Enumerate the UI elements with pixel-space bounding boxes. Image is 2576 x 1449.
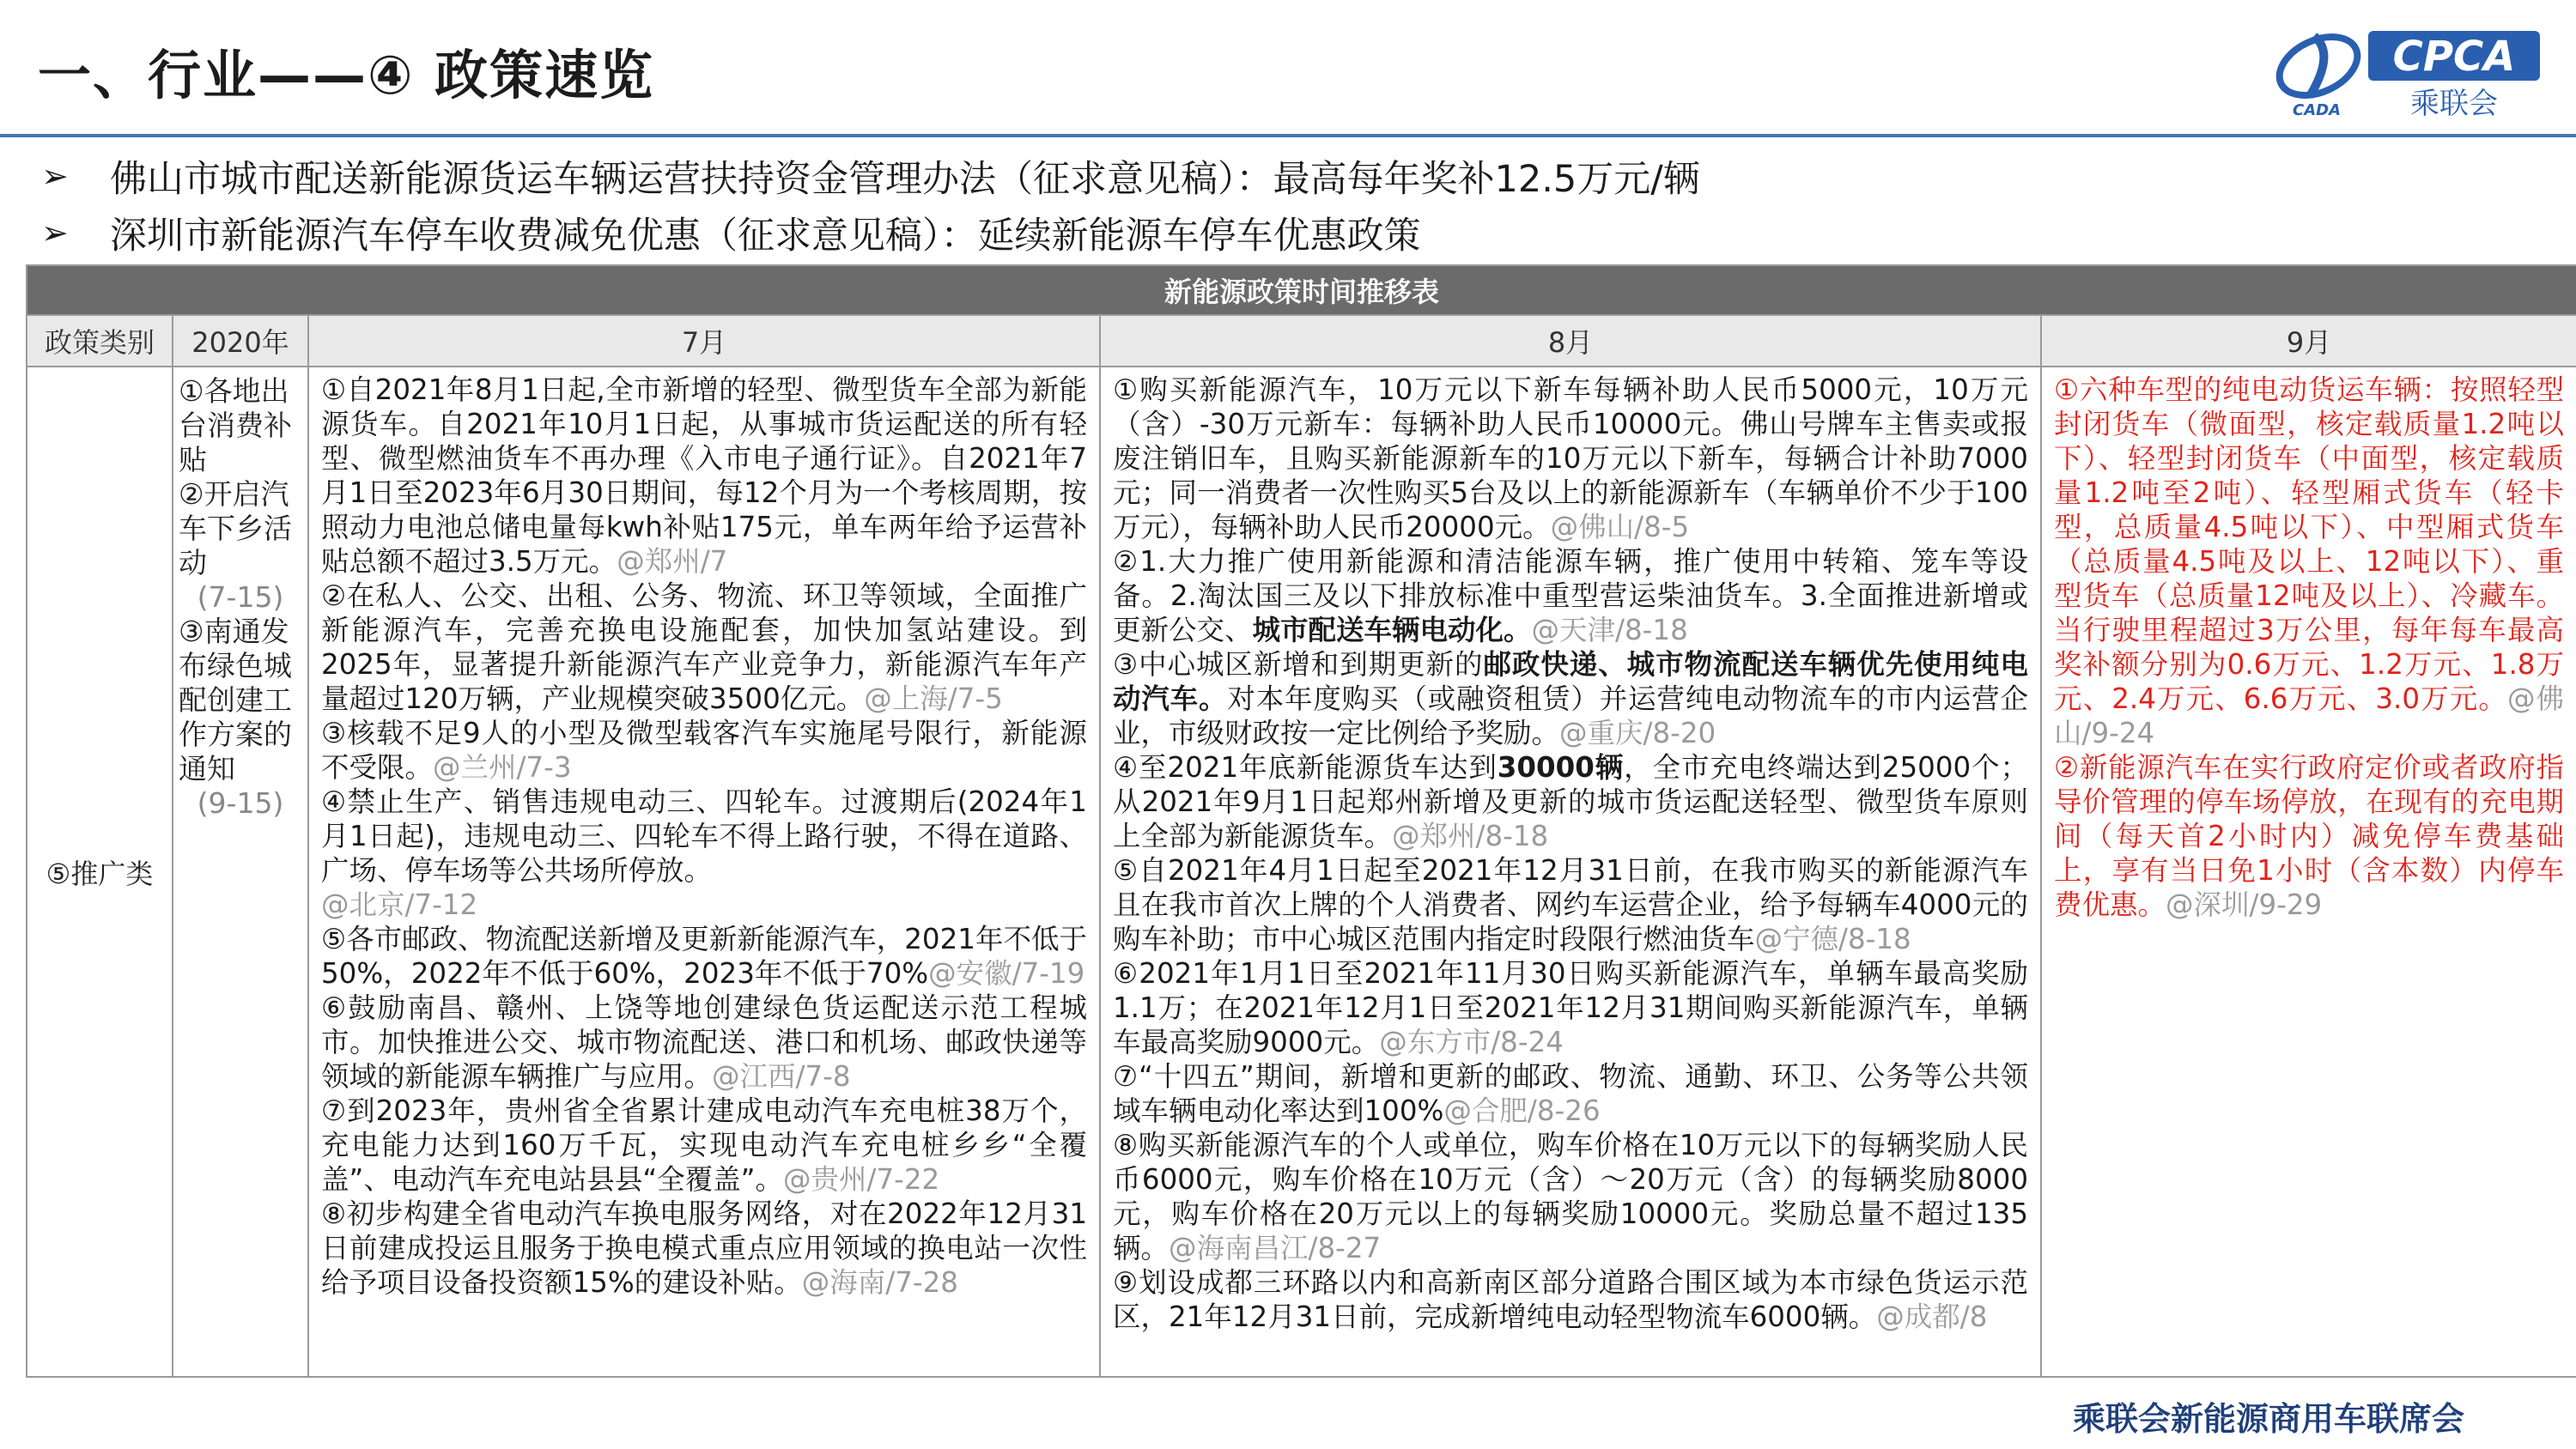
summary-bullet (41, 204, 2531, 261)
item-date: (7-15) (197, 580, 284, 614)
policy-item: ⑥2021年1月1日至2021年11月30日购买新能源汽车，单辆车最高奖励1.1万；在2021年12月1日至2021年12月31期间购买新能源汽车，单辆车最高奖励9000元。@东方市/8-24 (1113, 957, 2028, 1058)
source-tag: @海南昌江/8-27 (1169, 1232, 1382, 1264)
column-header: 政策类别 (27, 315, 173, 367)
policy-item: ③核载不足9人的小型及微型载客汽车实施尾号限行，新能源不受限。@兰州/7-3 (321, 717, 1087, 784)
title-divider (0, 134, 2576, 137)
column-header: 2020年 (173, 315, 308, 367)
column-header: 7月 (308, 315, 1100, 367)
bullet-text: 佛山市城市配送新能源货运车辆运营扶持资金管理办法（征求意见稿）：最高每年奖补12.5万元/辆 (110, 157, 1700, 201)
source-tag: @宁德/8-18 (1754, 923, 1911, 955)
source-tag: @佛山/9-24 (2054, 682, 2565, 749)
source-tag: @北京/7-12 (321, 888, 478, 921)
source-tag: @江西/7-8 (712, 1060, 851, 1093)
policy-item: ②在私人、公交、出租、公务、物流、环卫等领域，全面推广新能源汽车，完善充换电设施配套，加快加氢站建设。到2025年，显著提升新能源汽车产业竞争力，新能源汽车年产量超过120万辆，产业规模突破3500亿元。@上海/7-5 (321, 579, 1087, 715)
policy-item: ⑧初步构建全省电动汽车换电服务网络，对在2022年12月31日前建成投运且服务于换电模式重点应用领域的换电站一次性给予项目设备投资额15%的建设补贴。@海南/7-28 (321, 1197, 1087, 1299)
policy-item: ②1.大力推广使用新能源和清洁能源车辆，推广使用中转箱、笼车等设备。2.淘汰国三及以下排放标准中重型营运柴油货车。3.全面推进新增或更新公交、城市配送车辆电动化。@天津/8-18 (1113, 545, 2028, 646)
source-tag: @重庆/8-20 (1559, 717, 1716, 749)
source-tag: @天津/8-18 (1531, 614, 1688, 646)
column-header: 9月 (2041, 315, 2576, 367)
policy-category: ⑤推广类 (27, 367, 173, 1377)
source-tag: @东方市/8-24 (1379, 1026, 1564, 1058)
policy-item: ③中心城区新增和到期更新的邮政快递、城市物流配送车辆优先使用纯电动汽车。对本年度购买（或融资租赁）并运营纯电动物流车的市内运营企业，市级财政按一定比例给予奖励。@重庆/8-20 (1113, 648, 2028, 749)
policy-item: ⑨划设成都三环路以内和高新南区部分道路合围区域为本市绿色货运示范区，21年12月31日前，完成新增纯电动轻型物流车6000辆。@成都/8 (1113, 1266, 2028, 1333)
source-tag: @上海/7-5 (864, 682, 1003, 715)
policy-timeline-table (26, 264, 2576, 1378)
source-tag: @郑州/7 (617, 545, 728, 578)
item-date: (9-15) (197, 786, 284, 820)
policy-item: ②新能源汽车在实行政府定价或者政府指导价管理的停车场停放，在现有的充电期间（每天首2小时内）减免停车费基础上，享有当日免1小时（含本数）内停车费优惠。@深圳/9-29 (2054, 751, 2565, 921)
policy-item: ⑤各市邮政、物流配送新增及更新新能源汽车，2021年不低于50%，2022年不低于60%，2023年不低于70%@安徽/7-19 (321, 923, 1087, 990)
summary-bullet (41, 148, 2531, 204)
logo-brand-text: CPCA (2392, 33, 2516, 81)
policy-item: ⑧购买新能源汽车的个人或单位，购车价格在10万元以下的每辆奖励人民币6000元，购车价格在10万元（含）～20万元（含）的每辆奖励8000元，购车价格在20万元以上的每辆奖励10000元。奖励总量不超过135辆。@海南昌江/8-27 (1113, 1129, 2028, 1264)
summary-bullets (41, 148, 2531, 261)
source-tag: @海南/7-28 (801, 1266, 958, 1299)
page-title: 一、行业——④ 政策速览 (38, 44, 655, 106)
bullet-text: 深圳市新能源汽车停车收费减免优惠（征求意见稿）：延续新能源车停车优惠政策 (110, 214, 1421, 258)
cell-september (2041, 367, 2576, 1377)
source-tag: @合肥/8-26 (1443, 1094, 1601, 1127)
source-tag: @成都/8 (1876, 1300, 1988, 1333)
policy-item: ⑤自2021年4月1日起至2021年12月31日前，在我市购买的新能源汽车且在我市首次上牌的个人消费者、网约车运营企业，给予每辆车4000元的购车补助；市中心城区范围内指定时段限行燃油货车@宁德/8-18 (1113, 854, 2028, 955)
policy-item: ⑦到2023年，贵州省全省累计建成电动汽车充电桩38万个，充电能力达到160万千瓦，实现电动汽车充电桩乡乡“全覆盖”、电动汽车充电站县县“全覆盖”。@贵州/7-22 (321, 1094, 1087, 1196)
table-title: 新能源政策时间推移表 (27, 265, 2576, 315)
source-tag: @贵州/7-22 (783, 1163, 940, 1196)
policy-item: ⑦“十四五”期间，新增和更新的邮政、物流、通勤、环卫、公务等公共领域车辆电动化率达到100%@合肥/8-26 (1113, 1060, 2028, 1127)
policy-item: ①六种车型的纯电动货运车辆：按照轻型封闭货车（微面型，核定载质量1.2吨以下）、轻型封闭货车（中面型，核定载质量1.2吨至2吨）、轻型厢式货车（轻卡型，总质量4.5吨以下）、中型厢式货车（总质量4.5吨及以上、12吨以下）、重型货车（总质量12吨及以上）、冷藏车。当行驶里程超过3万公里，每年每车最高奖补额分别为0.6万元、1.2万元、1.8万元、2.4万元、6.6万元、3.0万元。@佛山/9-24 (2054, 373, 2565, 749)
cell-2020 (173, 367, 308, 1377)
arrow-bullet-icon: ➢ (41, 214, 69, 252)
logo-mark-text: CADA (2293, 101, 2342, 119)
policy-item: ⑥鼓励南昌、赣州、上饶等地创建绿色货运配送示范工程城市。加快推进公交、城市物流配送、港口和机场、邮政快递等领域的新能源车辆推广与应用。@江西/7-8 (321, 991, 1087, 1093)
list-item: ①各地出台消费补贴 (179, 374, 292, 476)
arrow-bullet-icon: ➢ (41, 157, 69, 195)
policy-item: ①购买新能源汽车，10万元以下新车每辆补助人民币5000元，10万元（含）-30万元新车：每辆补助人民币10000元。佛山号牌车主售卖或报废注销旧车，且购买新能源新车的10万元以下新车，每辆合计补助7000元；同一消费者一次性购买5台及以上的新能源新车（车辆单价不少于100万元），每辆补助人民币20000元。@佛山/8-5 (1113, 373, 2028, 543)
list-item: ③南通发布绿色城配创建工作方案的通知 (179, 615, 292, 785)
source-tag: @兰州/7-3 (433, 751, 572, 784)
cpca-logo (2267, 19, 2550, 122)
source-tag: @深圳/9-29 (2166, 888, 2323, 921)
cell-august (1100, 367, 2041, 1377)
source-tag: @安徽/7-19 (928, 957, 1085, 990)
column-header: 8月 (1100, 315, 2041, 367)
cell-july (308, 367, 1100, 1377)
logo-sub-text: 乘联会 (2410, 87, 2498, 121)
source-tag: @佛山/8-5 (1550, 511, 1690, 543)
footer-org: 乘联会新能源商用车联席会 (2072, 1400, 2464, 1438)
source-tag: @郑州/8-18 (1392, 820, 1549, 852)
policy-item: ④至2021年底新能源货车达到30000辆，全市充电终端达到25000个；从2021年9月1日起郑州新增及更新的城市货运配送轻型、微型货车原则上全部为新能源货车。@郑州/8-18 (1113, 751, 2028, 852)
list-item: ②开启汽车下乡活动 (179, 477, 292, 579)
policy-item: ④禁止生产、销售违规电动三、四轮车。过渡期后(2024年1月1日起)，违规电动三、四轮车不得上路行驶，不得在道路、广场、停车场等公共场所停放。 @北京/7-12 (321, 785, 1087, 921)
policy-item: ①自2021年8月1日起,全市新增的轻型、微型货车全部为新能源货车。自2021年10月1日起，从事城市货运配送的所有轻型、微型燃油货车不再办理《入市电子通行证》。自2021年7月1日至2023年6月30日期间，每12个月为一个考核周期，按照动力电池总储电量每kwh补贴175元，单车两年给予运营补贴总额不超过3.5万元。@郑州/7 (321, 373, 1087, 578)
